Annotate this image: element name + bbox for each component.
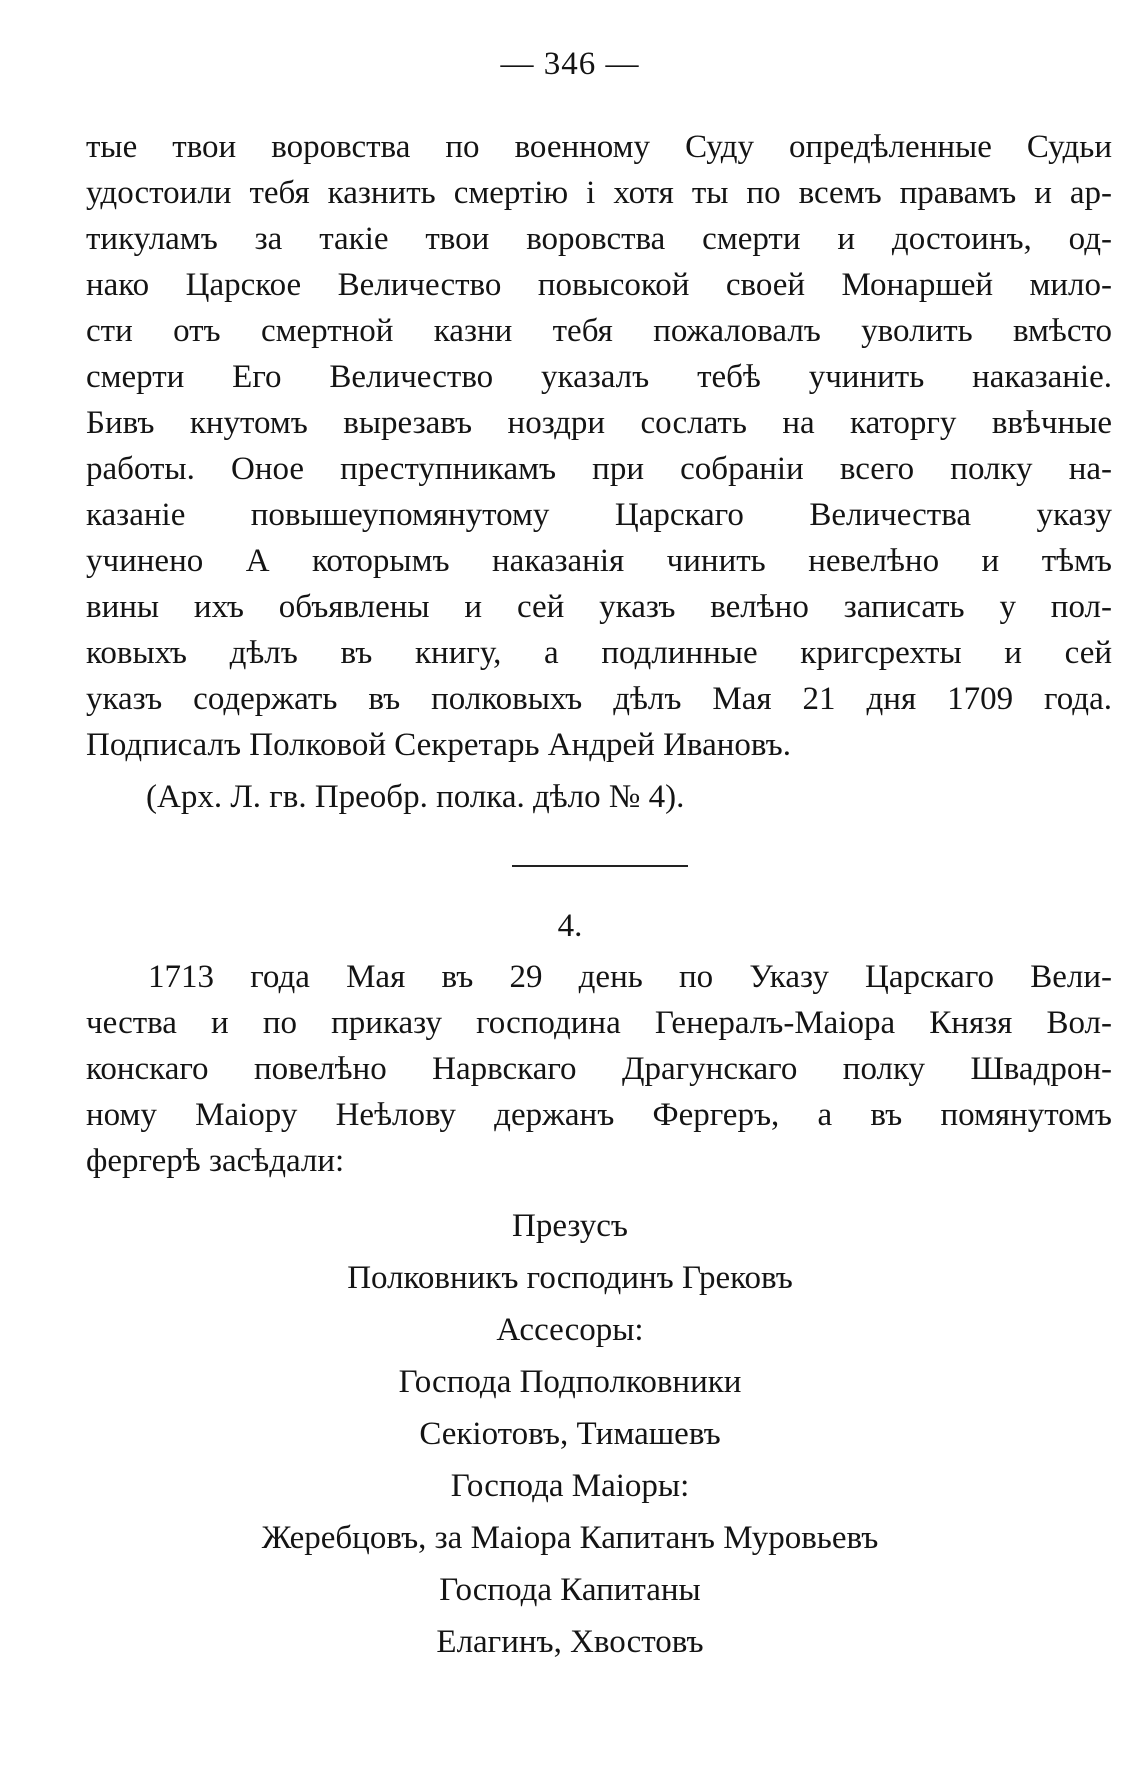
text-line: тые твои воровства по военному Суду опредѣленные Судьи	[86, 129, 1112, 165]
court-line: Жеребцовъ, за Маіора Капитанъ Муровьевъ	[261, 1520, 879, 1556]
text-line: 1713 года Мая въ 29 день по Указу Царскаго Вели-	[148, 959, 1112, 995]
court-line: Елагинъ, Хвостовъ	[436, 1624, 704, 1660]
court-line: Ассесоры:	[496, 1312, 644, 1348]
court-line: Господа Капитаны	[439, 1572, 701, 1608]
court-line: Презусъ	[512, 1208, 628, 1244]
text-line: работы. Оное преступникамъ при собраніи всего полку на-	[86, 451, 1112, 487]
court-line: Полковникъ господинъ Грековъ	[347, 1260, 793, 1296]
page-number: — 346 —	[500, 46, 640, 82]
text-line: казаніе повышеупомянутому Царскаго Величества указу	[86, 497, 1112, 533]
section-divider	[512, 865, 688, 867]
text-line: смерти Его Величество указалъ тебѣ учинить наказаніе.	[86, 359, 1112, 395]
text-line: Бивъ кнутомъ вырезавъ ноздри сослать на каторгу ввѣчные	[86, 405, 1112, 441]
court-line: Секіотовъ, Тимашевъ	[419, 1416, 721, 1452]
text-line: тикуламъ за такіе твои воровства смерти и достоинъ, од-	[86, 221, 1112, 257]
court-composition	[0, 1200, 1140, 1668]
text-line: вины ихъ объявлены и сей указъ велѣно записать у пол-	[86, 589, 1112, 625]
text-line: ковыхъ дѣлъ въ книгу, а подлинные кригсрехты и сей	[86, 635, 1112, 671]
court-line: Господа Подполковники	[398, 1364, 742, 1400]
text-line: учинено А которымъ наказанія чинить невелѣно и тѣмъ	[86, 543, 1112, 579]
text-line: сти отъ смертной казни тебя пожаловалъ уволить вмѣсто	[86, 313, 1112, 349]
text-line: удостоили тебя казнить смертію і хотя ты по всемъ правамъ и ар-	[86, 175, 1112, 211]
text-line: чества и по приказу господина Генералъ-Маіора Князя Вол-	[86, 1005, 1112, 1041]
text-line: нако Царское Величество повысокой своей Монаршей мило-	[86, 267, 1112, 303]
text-line: ному Маіору Неѣлову держанъ Фергеръ, а въ помянутомъ	[86, 1097, 1112, 1133]
paragraph-verdict	[86, 124, 1112, 768]
archive-citation: (Арх. Л. гв. Преобр. полка. дѣло № 4).	[146, 779, 685, 815]
text-line: конскаго повелѣно Нарвскаго Драгунскаго полку Швадрон-	[86, 1051, 1112, 1087]
paragraph-court-order	[86, 954, 1112, 1184]
text-line: фергерѣ засѣдали:	[86, 1143, 345, 1179]
text-line: Подписалъ Полковой Секретарь Андрей Ивановъ.	[86, 727, 791, 763]
section-number: 4.	[557, 908, 583, 944]
court-line: Господа Маіоры:	[450, 1468, 690, 1504]
text-line: указъ содержать въ полковыхъ дѣлъ Мая 21 дня 1709 года.	[86, 681, 1112, 717]
